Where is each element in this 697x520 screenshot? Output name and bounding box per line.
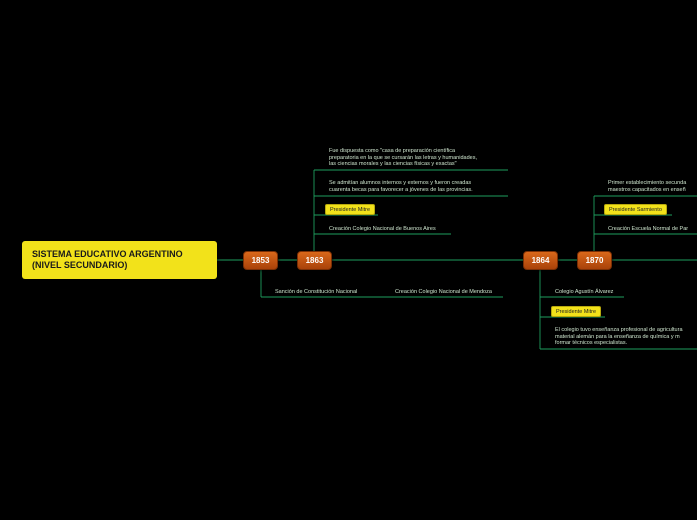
year-node-1870[interactable]: 1870	[577, 251, 612, 270]
root-title-line2: (NIVEL SECUNDARIO)	[32, 260, 128, 270]
year-node-1853[interactable]: 1853	[243, 251, 278, 270]
topic-1870-presidente[interactable]: Presidente Sarmiento	[604, 204, 667, 215]
year-node-1864[interactable]: 1864	[523, 251, 558, 270]
root-topic[interactable]	[22, 241, 217, 279]
topic-1864-colegio[interactable]: Colegio Agustín Álvarez	[555, 289, 614, 295]
topic-1853-sancion[interactable]: Sanción de Constitución Nacional	[275, 289, 358, 295]
topic-1863-creacion[interactable]: Creación Colegio Nacional de Buenos Aires	[329, 226, 436, 232]
topic-1864-description[interactable]: El colegio tuvo enseñanza profesional de agricultura material alemán para la enseñanza de química y m formar técnicos especialistas.	[555, 327, 683, 347]
topic-1863-alumnos[interactable]: Se admitían alumnos internos y externos y fueron creadas cuarenta becas para favorecer a jóvenes de las provincias.	[329, 180, 473, 193]
topic-1863-presidente[interactable]: Presidente Mitre	[325, 204, 375, 215]
topic-1870-creacion[interactable]: Creación Escuela Normal de Par	[608, 226, 689, 232]
topic-1870-primer[interactable]: Primer establecimiento secunda maestros capacitados en enseñ	[608, 180, 687, 193]
topic-1853-mendoza[interactable]: Creación Colegio Nacional de Mendoza	[395, 289, 492, 295]
root-title-line1: SISTEMA EDUCATIVO ARGENTINO	[32, 249, 183, 259]
topic-1864-presidente[interactable]: Presidente Mitre	[551, 306, 601, 317]
topic-1863-description[interactable]: Fue dispuesta como "casa de preparación científica preparatoria en la que se cursarán las letras y humanidades, las ciencias morales y las ciencias físicas y exactas"	[329, 148, 477, 168]
year-node-1863[interactable]: 1863	[297, 251, 332, 270]
